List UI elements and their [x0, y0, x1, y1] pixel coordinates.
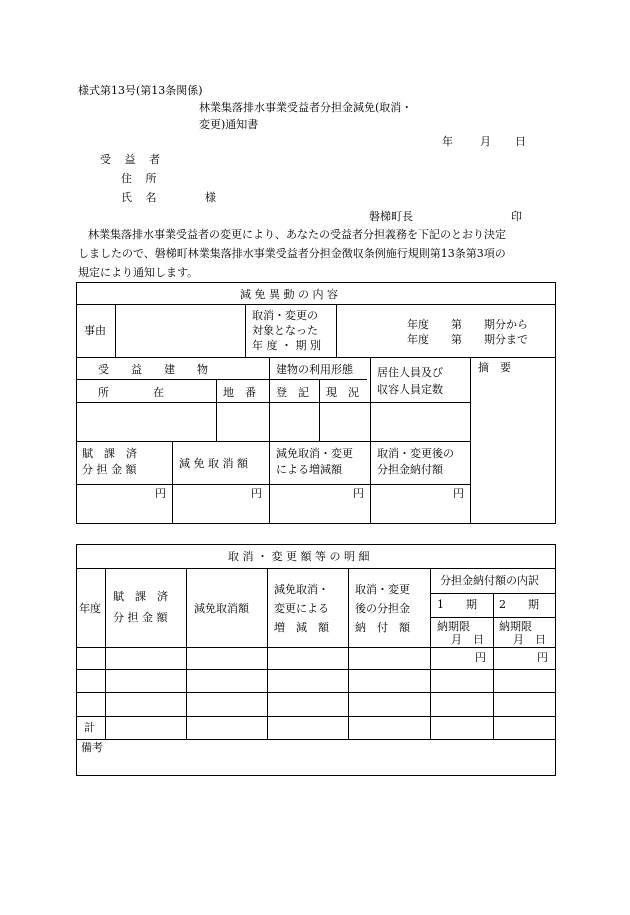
- change-header-2: 変更による: [274, 602, 329, 615]
- usage-header: 建物の利用形態: [276, 363, 353, 376]
- document-title-line2: 変更)通知書: [199, 118, 259, 131]
- period1-header: 1 期: [437, 598, 477, 611]
- yen-unit: 円: [251, 487, 262, 500]
- target-label-2: 対象となった: [252, 324, 318, 337]
- target-label-1: 取消・変更の: [252, 309, 318, 322]
- total-label: 計: [84, 721, 95, 734]
- date-month-label: 月: [480, 135, 491, 148]
- residents-header-1: 居住人員及び: [377, 366, 443, 379]
- after-amount-label-2: 分担金納付額: [377, 463, 443, 476]
- current-status-header: 現 況: [326, 386, 359, 399]
- due-date-label: 納期限: [437, 620, 470, 633]
- due-date-label: 納期限: [499, 620, 532, 633]
- target-label-3: 年 度 ・ 期 別: [252, 339, 321, 352]
- period-to: 年度 第 期分まで: [407, 333, 528, 346]
- table1-heading: 減 免 異 動 の 内 容: [240, 288, 338, 301]
- yen-unit: 円: [155, 487, 166, 500]
- yen-unit: 円: [353, 487, 364, 500]
- month-day-label: 月 日: [513, 633, 546, 646]
- change-amount-label-1: 減免取消・変更: [276, 447, 353, 460]
- lot-number-header: 地 番: [223, 386, 256, 399]
- reduction-amount-label: 減 免 取 消 額: [179, 457, 248, 470]
- change-header-1: 減免取消・: [274, 583, 329, 596]
- assessed-label-1: 賦 課 済: [82, 447, 137, 460]
- address-label: 住 所: [121, 172, 162, 185]
- after-amount-label-1: 取消・変更後の: [377, 447, 454, 460]
- change-header-3: 増 減 額: [274, 621, 329, 634]
- reason-label: 事由: [84, 324, 106, 337]
- form-number: 様式第13号(第13条関係): [78, 84, 203, 97]
- month-day-label: 月 日: [451, 633, 484, 646]
- yen-unit: 円: [537, 651, 548, 664]
- period2-header: 2 期: [499, 598, 539, 611]
- name-label: 氏 名: [121, 191, 162, 204]
- seal-mark: 印: [511, 210, 522, 223]
- date-year-label: 年: [442, 135, 453, 148]
- building-header: 受 益 建 物: [98, 363, 208, 376]
- assessed-header-1: 賦 課 済: [113, 590, 168, 603]
- body-text-line3: 規定により通知します。: [78, 266, 199, 279]
- reduction-header: 減免取消額: [194, 602, 249, 615]
- issuer-title: 磐梯町長: [369, 210, 413, 223]
- location-header: 所 在: [98, 386, 164, 399]
- body-text-line1: 林業集落排水事業受益者の変更により、あなたの受益者分担義務を下記のとおり決定: [88, 228, 506, 241]
- beneficiary-label: 受 益 者: [100, 153, 165, 166]
- remarks-label: 備考: [81, 741, 103, 754]
- change-amount-label-2: による増減額: [276, 463, 342, 476]
- yen-unit: 円: [453, 487, 464, 500]
- date-day-label: 日: [515, 135, 526, 148]
- period-from: 年度 第 期分から: [407, 318, 528, 331]
- honorific: 様: [205, 191, 216, 204]
- registered-header: 登 記: [276, 386, 309, 399]
- assessed-header-2: 分 担 金 額: [113, 611, 168, 624]
- year-header: 年度: [79, 602, 101, 615]
- reason-value-cell[interactable]: [116, 305, 244, 356]
- remarks-header: 摘 要: [478, 361, 511, 374]
- breakdown-header: 分担金納付額の内訳: [440, 574, 539, 587]
- body-text-line2: しましたので、磐梯町林業集落排水事業受益者分担金徴収条例施行規則第13条第3項の: [78, 247, 506, 260]
- after-header-2: 後の分担金: [355, 602, 410, 615]
- document-title-line1: 林業集落排水事業受益者分担金減免(取消・: [199, 101, 413, 114]
- assessed-label-2: 分 担 金 額: [82, 463, 137, 476]
- residents-header-2: 収容人員定数: [377, 383, 443, 396]
- after-header-3: 納 付 額: [355, 621, 410, 634]
- after-header-1: 取消・変更: [355, 583, 410, 596]
- yen-unit: 円: [475, 651, 486, 664]
- table2-heading: 取 消 ・ 変 更 額 等 の 明 細: [228, 550, 370, 563]
